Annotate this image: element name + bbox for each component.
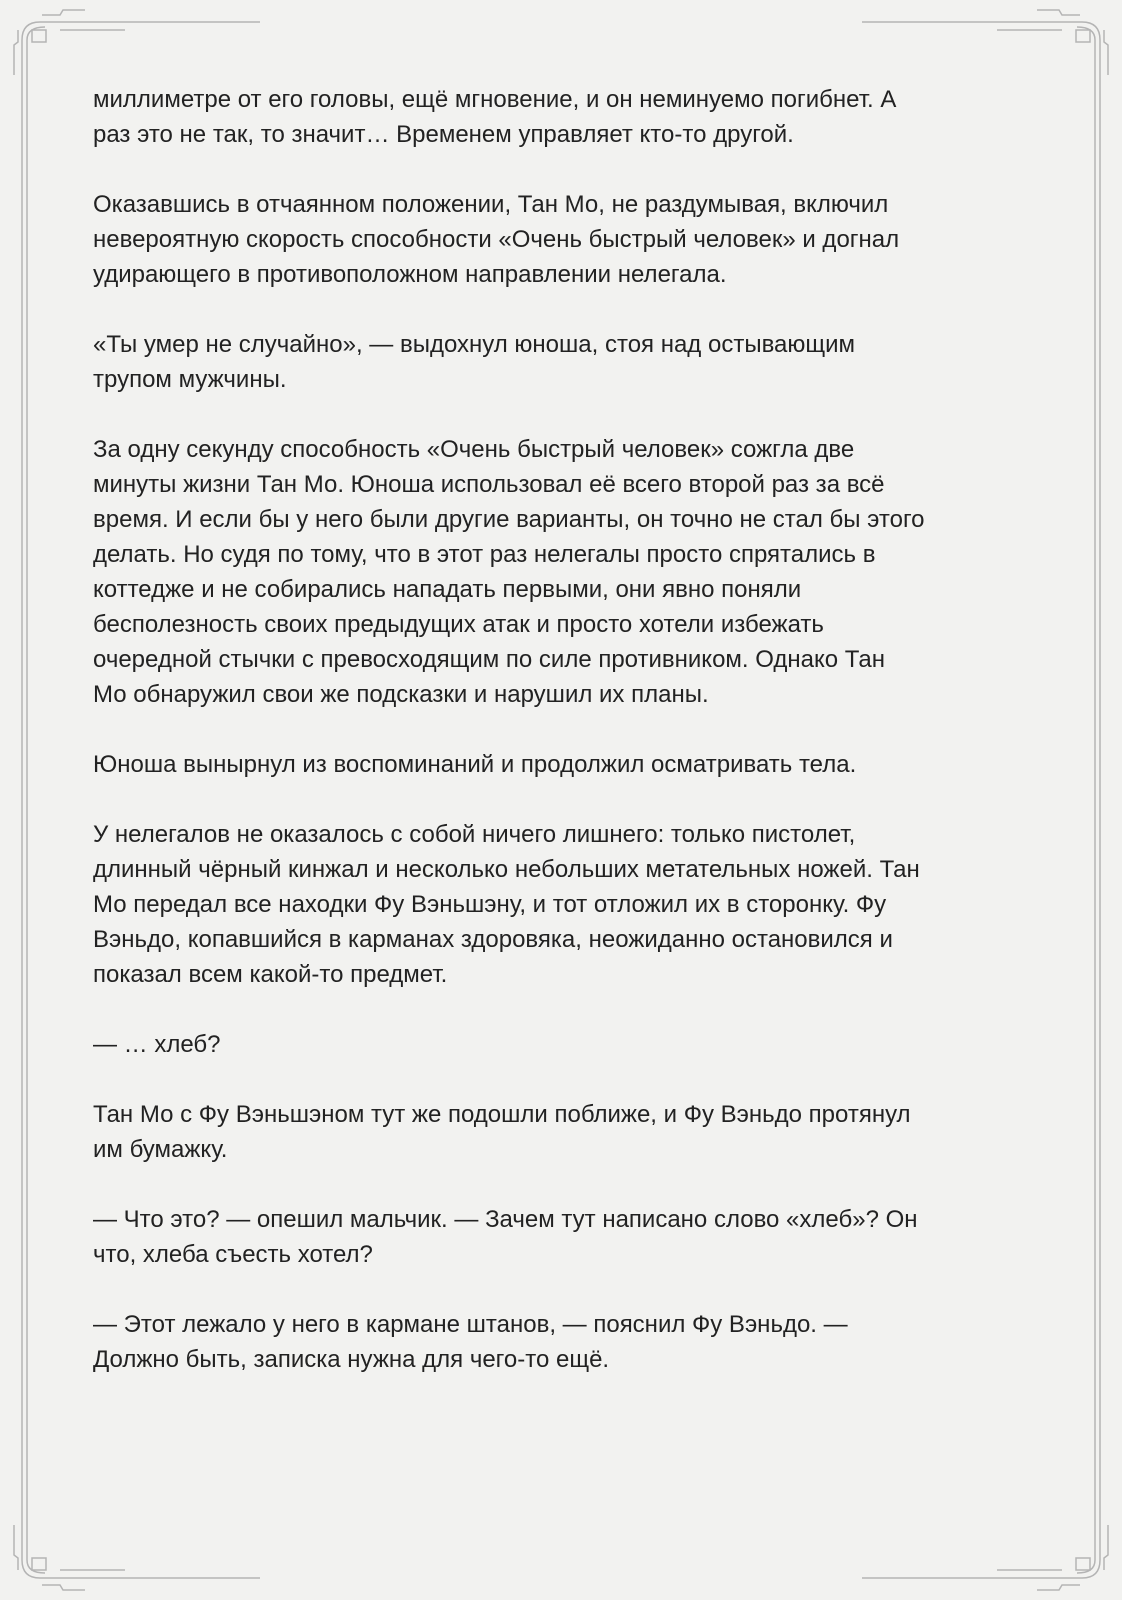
- text-line: Юноша вынырнул из воспоминаний и продолжил осматривать тела.: [93, 751, 857, 778]
- text-line: Мо обнаружил свои же подсказки и нарушил их планы.: [93, 681, 709, 708]
- text-line: им бумажку.: [93, 1136, 228, 1163]
- paragraph: [93, 747, 1053, 782]
- text-line: длинный чёрный кинжал и несколько небольших метательных ножей. Тан: [93, 856, 920, 883]
- paragraph: [93, 82, 1053, 152]
- text-line: У нелегалов не оказалось с собой ничего лишнего: только пистолет,: [93, 821, 856, 848]
- paragraph: [93, 187, 1053, 292]
- paragraph: [93, 432, 1053, 712]
- text-line: «Ты умер не случайно», — выдохнул юноша, стоя над остывающим: [93, 331, 856, 358]
- text-line: показал всем какой-то предмет.: [93, 961, 448, 988]
- text-line: раз это не так, то значит… Временем управляет кто-то другой.: [93, 121, 794, 148]
- text-line: удирающего в противоположном направлении нелегала.: [93, 261, 727, 288]
- paragraph: [93, 1097, 1053, 1167]
- text-line: время. И если бы у него были другие варианты, он точно не стал бы этого: [93, 506, 925, 533]
- text-line: трупом мужчины.: [93, 366, 287, 393]
- text-line: Должно быть, записка нужна для чего-то ещё.: [93, 1346, 610, 1373]
- paragraph: [93, 817, 1053, 992]
- text-line: — … хлеб?: [93, 1031, 221, 1058]
- text-line: миллиметре от его головы, ещё мгновение, и он неминуемо погибнет. А: [93, 86, 897, 113]
- paragraph: [93, 1027, 1053, 1062]
- text-line: — Этот лежало у него в кармане штанов, — пояснил Фу Вэньдо. —: [93, 1311, 848, 1338]
- text-line: Оказавшись в отчаянном положении, Тан Мо, не раздумывая, включил: [93, 191, 889, 218]
- text-line: Тан Мо с Фу Вэньшэном тут же подошли поближе, и Фу Вэньдо протянул: [93, 1101, 911, 1128]
- text-line: За одну секунду способность «Очень быстрый человек» сожгла две: [93, 436, 855, 463]
- text-line: — Что это? — опешил мальчик. — Зачем тут написано слово «хлеб»? Он: [93, 1206, 918, 1233]
- paragraph: [93, 1307, 1053, 1377]
- text-line: невероятную скорость способности «Очень быстрый человек» и догнал: [93, 226, 900, 253]
- page-text: [93, 82, 1053, 1412]
- text-line: что, хлеба съесть хотел?: [93, 1241, 373, 1268]
- text-line: коттедже и не собирались нападать первыми, они явно поняли: [93, 576, 802, 603]
- text-line: очередной стычки с превосходящим по силе противником. Однако Тан: [93, 646, 885, 673]
- text-line: делать. Но судя по тому, что в этот раз нелегалы просто спрятались в: [93, 541, 876, 568]
- text-line: бесполезность своих предыдущих атак и просто хотели избежать: [93, 611, 824, 638]
- text-line: Вэньдо, копавшийся в карманах здоровяка, неожиданно остановился и: [93, 926, 893, 953]
- paragraph: [93, 327, 1053, 397]
- text-line: Мо передал все находки Фу Вэньшэну, и тот отложил их в сторонку. Фу: [93, 891, 887, 918]
- text-line: минуты жизни Тан Мо. Юноша использовал её всего второй раз за всё: [93, 471, 885, 498]
- paragraph: [93, 1202, 1053, 1272]
